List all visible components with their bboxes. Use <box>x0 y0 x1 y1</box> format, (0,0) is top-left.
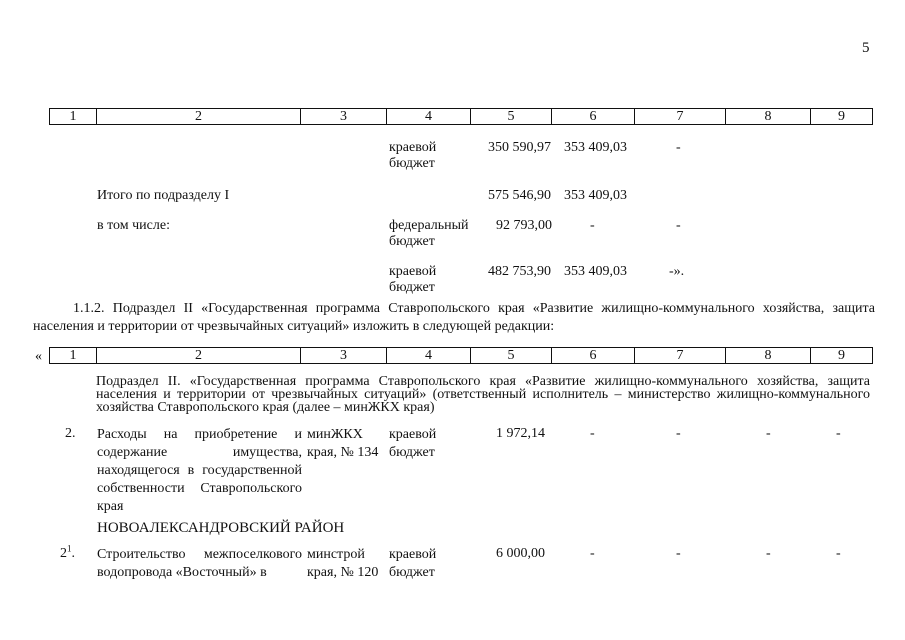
row-executor: минстрой края, № 120 <box>307 547 379 580</box>
row-executor: минЖКХ края, № 134 <box>307 427 379 460</box>
row-number: $2^1$. <box>60 543 75 561</box>
value-col8: - <box>766 426 771 441</box>
header-col-5: 5 <box>471 109 552 125</box>
header-col-8: 8 <box>726 348 811 364</box>
header-col-3: 3 <box>301 348 387 364</box>
value-col7: - <box>676 546 681 561</box>
value-col6: 353 409,03 <box>564 188 627 203</box>
header-col-7: 7 <box>635 348 726 364</box>
district-heading: НОВОАЛЕКСАНДРОВСКИЙ РАЙОН <box>97 520 345 536</box>
value-col6: 353 409,03 <box>564 140 627 155</box>
source-cell: краевой бюджет <box>389 264 437 295</box>
source-cell: федеральный бюджет <box>389 218 469 249</box>
row-description: Расходы на приобретение и содержание имущества, находящегося в государственной собственности Ставропольского края <box>97 427 302 514</box>
header-col-6: 6 <box>552 348 635 364</box>
value-col7: - <box>676 426 681 441</box>
value-col6: - <box>590 218 595 233</box>
value-col9: - <box>836 426 841 441</box>
header-col-2: 2 <box>97 348 301 364</box>
value-col5: 350 590,97 <box>488 140 551 155</box>
row-number: 2. <box>65 426 76 441</box>
value-col9: - <box>836 546 841 561</box>
source-cell: краевой бюджет <box>389 547 437 580</box>
header-col-4: 4 <box>387 348 471 364</box>
value-col7: - <box>676 218 681 233</box>
header-col-4: 4 <box>387 109 471 125</box>
header-col-1: 1 <box>50 348 97 364</box>
source-cell: краевой бюджет <box>389 140 437 171</box>
value-col6: - <box>590 426 595 441</box>
header-col-2: 2 <box>97 109 301 125</box>
header-col-5: 5 <box>471 348 552 364</box>
header-col-8: 8 <box>726 109 811 125</box>
including-label: в том числе: <box>97 218 170 233</box>
value-col5: 1 972,14 <box>496 426 545 441</box>
value-col6: 353 409,03 <box>564 264 627 279</box>
opening-quote: « <box>35 349 42 364</box>
value-col5: 482 753,90 <box>488 264 551 279</box>
column-header-table-1 <box>49 108 873 125</box>
page-number: 5 <box>862 40 870 56</box>
header-col-7: 7 <box>635 109 726 125</box>
header-col-9: 9 <box>811 348 873 364</box>
subsection-title: Подраздел II. «Государственная программа Ставропольского края «Развитие жилищно-коммунального хозяйства, защита населения и территории от чрезвычайных ситуаций» (ответственный исполнитель – министерство жилищно-коммунального хозяйства Ставропольского края (далее – минЖКХ края) <box>96 374 870 415</box>
header-col-6: 6 <box>552 109 635 125</box>
value-col7: - <box>676 140 681 155</box>
header-col-1: 1 <box>50 109 97 125</box>
value-col5: 6 000,00 <box>496 546 545 561</box>
header-col-9: 9 <box>811 109 873 125</box>
column-header-table-2 <box>49 347 873 364</box>
source-cell: краевой бюджет <box>389 427 437 460</box>
header-col-3: 3 <box>301 109 387 125</box>
value-col7: -». <box>669 264 685 279</box>
value-col8: - <box>766 546 771 561</box>
value-col5: 92 793,00 <box>496 218 552 233</box>
row-description: Строительство межпоселкового водопровода «Восточный» в <box>97 547 302 580</box>
instruction-paragraph: 1.1.2. Подраздел II «Государственная программа Ставропольского края «Развитие жилищно-коммунального хозяйства, защита населения и территории от чрезвычайных ситуаций» изложить в следующей редакции: <box>33 301 875 334</box>
value-col6: - <box>590 546 595 561</box>
subtotal-label: Итого по подразделу I <box>97 188 230 203</box>
value-col5: 575 546,90 <box>488 188 551 203</box>
